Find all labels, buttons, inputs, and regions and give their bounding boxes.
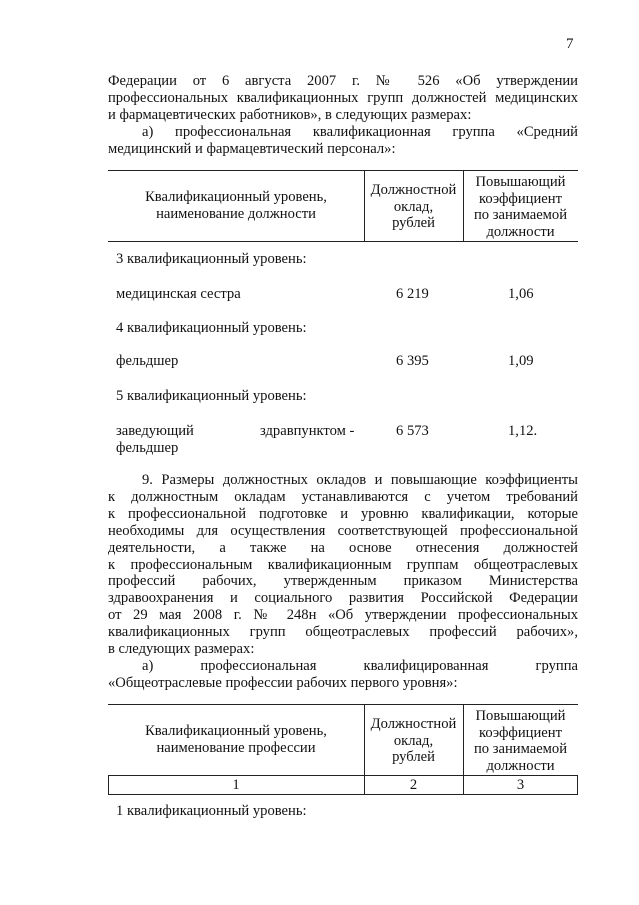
text-line: Федерации от 6 августа 2007 г. № 526 «Об утверждении: [108, 73, 578, 89]
header-line: Квалификационный уровень,: [145, 723, 327, 739]
text-line: необходимы для осуществления соответствующей профессиональной: [108, 522, 578, 539]
col-header-salary: [364, 716, 463, 766]
header-line: должности: [486, 757, 555, 774]
header-line: оклад,: [393, 198, 434, 215]
position-name: фельдшер: [116, 353, 179, 369]
text-line: «Общеотраслевые профессии рабочих первого уровня»:: [108, 674, 458, 691]
header-line: по занимаемой: [473, 207, 568, 223]
intro-paragraph: [108, 73, 578, 158]
position-name: заведующий: [116, 423, 194, 439]
salary-value: 6 573: [396, 423, 429, 439]
column-number: 2: [409, 777, 418, 793]
header-line: Должностной: [370, 182, 457, 198]
text-line: медицинский и фармацевтический персонал»:: [108, 140, 396, 157]
text-line: и фармацевтических работников», в следующих размерах:: [108, 106, 472, 123]
qualification-level-row: 1 квалификационный уровень:: [116, 803, 307, 819]
header-line: Квалификационный уровень,: [145, 189, 327, 205]
col-header-profession: [108, 723, 364, 756]
table-rule: [108, 794, 578, 795]
header-line: рублей: [392, 749, 435, 765]
table-rule: [108, 775, 578, 776]
coefficient-value: 1,06: [508, 286, 534, 302]
col-header-position: [108, 189, 364, 222]
qualification-level-row: 5 квалификационный уровень:: [116, 388, 307, 404]
header-line: Повышающий: [475, 708, 566, 724]
table-rule: [108, 241, 578, 242]
coefficient-value: 1,09: [508, 353, 534, 369]
col-header-coefficient: [463, 174, 578, 240]
header-line: оклад,: [393, 732, 434, 749]
text-line: квалификационных групп общеотраслевых профессий рабочих»,: [108, 624, 578, 641]
header-line: коэффициент: [479, 724, 562, 741]
column-number: 1: [232, 777, 240, 793]
table-rule: [108, 170, 578, 171]
header-line: должности: [486, 223, 555, 240]
position-name-cont: здравпунктом -: [260, 423, 355, 439]
header-line: рублей: [392, 215, 435, 231]
text-line: 9. Размеры должностных окладов и повышающие коэффициенты: [142, 472, 578, 488]
header-line: по занимаемой: [473, 741, 568, 757]
table-rule: [108, 704, 578, 705]
header-line: Повышающий: [475, 174, 566, 190]
text-line: в следующих размерах:: [108, 641, 255, 658]
position-name: медицинская сестра: [116, 286, 241, 302]
paragraph-9: [108, 472, 578, 692]
qualification-level-row: 3 квалификационный уровень:: [116, 251, 307, 267]
header-line: наименование профессии: [156, 739, 316, 756]
coefficient-value: 1,12.: [508, 423, 538, 439]
text-line: а) профессиональная квалификационная группа «Средний: [142, 123, 578, 140]
table2-header: [108, 704, 578, 796]
text-line: к должностным окладам устанавливаются с учетом требований: [108, 488, 578, 505]
text-line: к профессиональной подготовке и уровню квалификации, которые: [108, 505, 578, 522]
table1-header: [108, 170, 578, 242]
salary-value: 6 219: [396, 286, 429, 302]
text-line: к профессиональным квалификационным группам общеотраслевых: [108, 556, 578, 573]
text-line: а) профессиональная квалифицированная группа: [142, 657, 578, 674]
text-line: деятельности, а также на основе отнесения должностей: [108, 539, 578, 556]
column-number: 3: [516, 777, 525, 793]
text-line: здравоохранения и социального развития Российской Федерации: [108, 590, 578, 607]
text-line: от 29 мая 2008 г. № 248н «Об утверждении профессиональных: [108, 607, 578, 624]
qualification-level-row: 4 квалификационный уровень:: [116, 320, 307, 336]
text-line: профессий рабочих, утвержденным приказом Министерства: [108, 573, 578, 590]
header-line: Должностной: [370, 716, 457, 732]
header-line: коэффициент: [479, 190, 562, 207]
page-number: 7: [566, 36, 574, 52]
col-header-salary: [364, 182, 463, 232]
col-header-coefficient: [463, 708, 578, 774]
salary-value: 6 395: [396, 353, 429, 369]
text-line: профессиональных квалификационных групп должностей медицинских: [108, 89, 578, 106]
header-line: наименование должности: [156, 205, 316, 222]
position-name-line2: фельдшер: [116, 440, 179, 456]
